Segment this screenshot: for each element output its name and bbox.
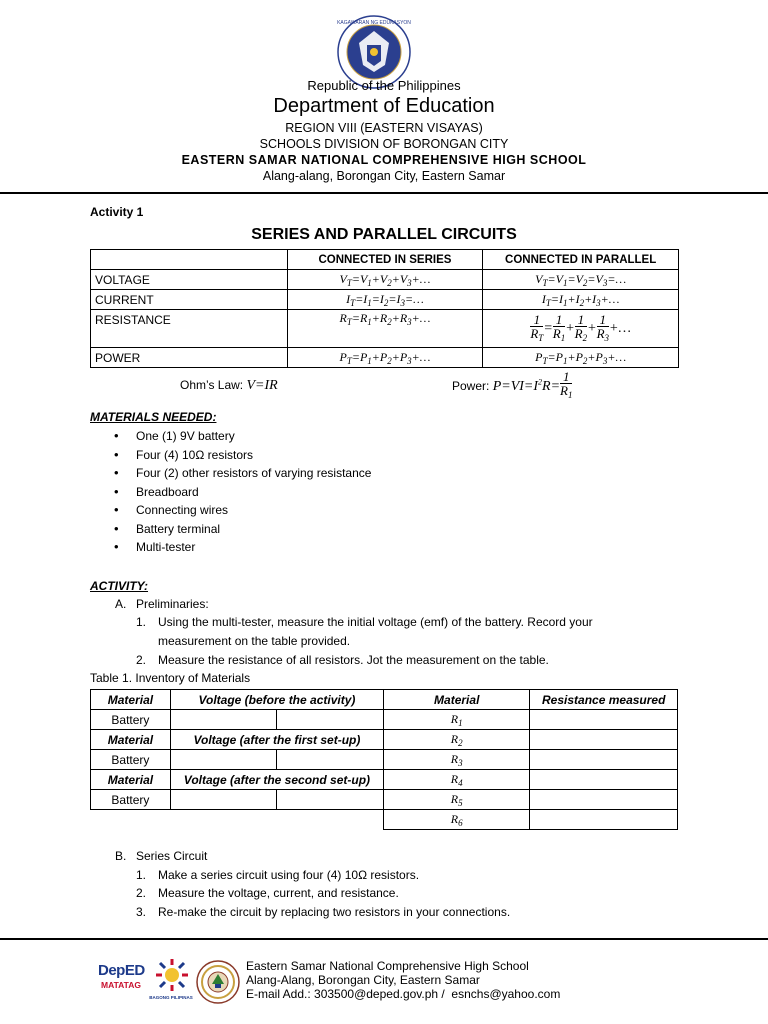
footer-divider bbox=[0, 938, 768, 940]
row-voltage-label: VOLTAGE bbox=[91, 270, 288, 290]
materials-list bbox=[90, 427, 590, 557]
circuit-formula-table bbox=[90, 249, 679, 368]
row-current-label: CURRENT bbox=[91, 290, 288, 310]
list-item: • One (1) 9V battery bbox=[90, 427, 590, 446]
resistor-r4-label: $R_4$ bbox=[384, 770, 530, 790]
row-resistance-label: RESISTANCE bbox=[91, 310, 288, 348]
res-material-header: Material bbox=[384, 690, 530, 710]
list-item: • Four (4) 10Ω resistors bbox=[90, 446, 590, 465]
res-measured-header: Resistance measured bbox=[530, 690, 678, 710]
school-seal-icon bbox=[196, 960, 240, 1004]
inventory-voltage-table bbox=[90, 689, 384, 810]
school-address: Alang-alang, Borongan City, Eastern Samar bbox=[262, 169, 506, 183]
resistance-input-cell[interactable] bbox=[530, 730, 678, 750]
series-current-formula: $I_T=I_1=I_2=I_3=\dots$ bbox=[287, 290, 483, 310]
resistor-r3-label: $R_3$ bbox=[384, 750, 530, 770]
deped-matatag-logo bbox=[98, 962, 144, 1002]
resistance-input-cell[interactable] bbox=[530, 790, 678, 810]
resistor-r5-label: $R_5$ bbox=[384, 790, 530, 810]
bagong-pilipinas-logo bbox=[150, 958, 194, 1004]
materials-heading: MATERIALS NEEDED: bbox=[90, 410, 217, 424]
voltage-input-cell[interactable] bbox=[170, 750, 277, 770]
resistance-input-cell[interactable] bbox=[530, 810, 678, 830]
footer-school: Eastern Samar National Comprehensive High School bbox=[246, 959, 529, 973]
series-voltage-formula: $V_T=V_1+V_2+V_3+\dots$ bbox=[287, 270, 483, 290]
table-caption: Table 1. Inventory of Materials bbox=[90, 671, 251, 685]
part-b-title: Series Circuit bbox=[136, 849, 208, 863]
inv-battery-cell: Battery bbox=[91, 710, 171, 730]
part-a-title: Preliminaries: bbox=[136, 597, 209, 611]
list-item: • Breadboard bbox=[90, 483, 590, 502]
step-b1-num: 1. bbox=[136, 868, 147, 882]
list-item: • Four (2) other resistors of varying resistance bbox=[90, 464, 590, 483]
step-a1-line1: Using the multi-tester, measure the initial voltage (emf) of the battery. Record your bbox=[158, 615, 593, 629]
step-a1-num: 1. bbox=[136, 615, 147, 629]
footer-address: Alang-Alang, Borongan City, Eastern Samar bbox=[246, 973, 480, 987]
resistor-r2-label: $R_2$ bbox=[384, 730, 530, 750]
parallel-power-formula: $P_T=P_1+P_2+P_3+\dots$ bbox=[483, 348, 679, 368]
parallel-resistance-formula: $\frac{1}{R_T}$ = $\frac{1}{R_1}$ + $\frac{1}{R_2}$ + $\frac{1}{R_3}$ +… bbox=[483, 310, 679, 348]
school-name: EASTERN SAMAR NATIONAL COMPREHENSIVE HIGH SCHOOL bbox=[181, 153, 587, 167]
step-b3-num: 3. bbox=[136, 905, 147, 919]
header-series: CONNECTED IN SERIES bbox=[287, 250, 483, 270]
step-a2-num: 2. bbox=[136, 653, 147, 667]
part-b-marker: B. bbox=[115, 849, 127, 863]
republic-line: Republic of the Philippines bbox=[307, 78, 461, 93]
header-divider bbox=[0, 192, 768, 194]
sun-emblem-icon bbox=[155, 958, 189, 992]
step-a2-line1: Measure the resistance of all resistors. Jot the measurement on the table. bbox=[158, 653, 549, 667]
step-a1-line2: measurement on the table provided. bbox=[158, 634, 351, 648]
part-a-marker: A. bbox=[115, 597, 127, 611]
row-power-label: POWER bbox=[91, 348, 288, 368]
inv-voltage-header: Voltage (before the activity) bbox=[170, 690, 383, 710]
region-line: REGION VIII (EASTERN VISAYAS) bbox=[285, 121, 483, 135]
bagong-pilipinas-text: BAGONG PILIPINAS bbox=[149, 995, 193, 1000]
inv-material-header: Material bbox=[91, 730, 171, 750]
step-b2-text: Measure the voltage, current, and resistance. bbox=[158, 886, 399, 900]
list-item: • Multi-tester bbox=[90, 538, 590, 557]
power-law-formula: $P=VI=I^2R=$ bbox=[492, 377, 561, 394]
inv-voltage-header: Voltage (after the first set-up) bbox=[170, 730, 383, 750]
resistor-r1-label: $R_1$ bbox=[384, 710, 530, 730]
voltage-input-cell[interactable] bbox=[277, 790, 384, 810]
inv-battery-cell: Battery bbox=[91, 790, 171, 810]
header-parallel: CONNECTED IN PARALLEL bbox=[483, 250, 679, 270]
list-item: • Battery terminal bbox=[90, 520, 590, 539]
series-power-formula: $P_T=P_1+P_2+P_3+\dots$ bbox=[287, 348, 483, 368]
parallel-voltage-formula: $V_T=V_1=V_2=V_3=\dots$ bbox=[483, 270, 679, 290]
power-law-label: Power: bbox=[452, 379, 490, 393]
inv-voltage-header: Voltage (after the second set-up) bbox=[170, 770, 383, 790]
ohms-law-formula: V=IR bbox=[246, 378, 278, 393]
division-line: SCHOOLS DIVISION OF BORONGAN CITY bbox=[259, 137, 509, 151]
activity-label: Activity 1 bbox=[90, 205, 144, 219]
inv-material-header: Material bbox=[91, 690, 171, 710]
parallel-current-formula: $I_T=I_1+I_2+I_3+\dots$ bbox=[483, 290, 679, 310]
step-b1-text: Make a series circuit using four (4) 10Ω resistors. bbox=[158, 868, 420, 882]
voltage-input-cell[interactable] bbox=[277, 750, 384, 770]
voltage-input-cell[interactable] bbox=[170, 710, 277, 730]
step-b3-text: Re-make the circuit by replacing two resistors in your connections. bbox=[158, 905, 511, 919]
department-title: Department of Education bbox=[273, 95, 495, 117]
power-law: Power: $P=VI=I^2R=$ $\frac{1}{R_1}$ bbox=[452, 369, 573, 400]
table-header-blank bbox=[91, 250, 288, 270]
svg-text:KAGAWARAN NG EDUKASYON: KAGAWARAN NG EDUKASYON bbox=[337, 20, 411, 26]
resistance-input-cell[interactable] bbox=[530, 710, 678, 730]
voltage-input-cell[interactable] bbox=[277, 710, 384, 730]
matatag-text: MATATAG bbox=[101, 980, 141, 990]
resistor-r6-label: $R_6$ bbox=[384, 810, 530, 830]
series-resistance-formula: $R_T=R_1+R_2+R_3+\dots$ bbox=[287, 310, 483, 348]
ohms-law bbox=[180, 378, 278, 394]
activity-heading: ACTIVITY: bbox=[90, 579, 149, 593]
footer-email: E-mail Add.: 303500@deped.gov.ph / esnchs@yahoo.com bbox=[246, 987, 561, 1001]
resistance-input-cell[interactable] bbox=[530, 750, 678, 770]
voltage-input-cell[interactable] bbox=[170, 790, 277, 810]
deped-logo-text: DepED bbox=[98, 962, 145, 979]
ohms-law-label: Ohm’s Law: bbox=[180, 378, 244, 392]
step-b2-num: 2. bbox=[136, 886, 147, 900]
list-item: • Connecting wires bbox=[90, 501, 590, 520]
inv-material-header: Material bbox=[91, 770, 171, 790]
resistance-input-cell[interactable] bbox=[530, 770, 678, 790]
inventory-resistance-table bbox=[383, 689, 678, 830]
activity-title: SERIES AND PARALLEL CIRCUITS bbox=[251, 226, 517, 243]
inv-battery-cell: Battery bbox=[91, 750, 171, 770]
